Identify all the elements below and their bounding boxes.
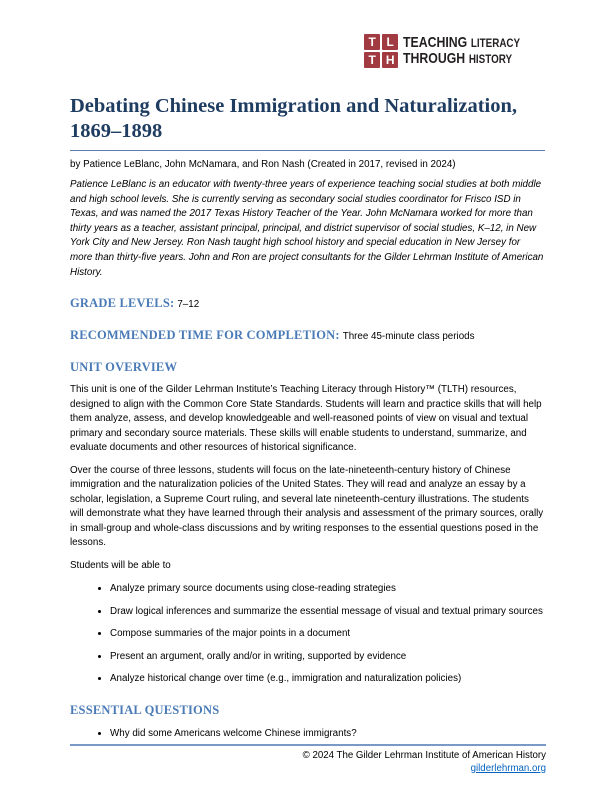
logo-word-history: HISTORY [469,52,513,66]
recommended-time-row [70,328,545,344]
list-item: • Compose summaries of the major points in a document [110,627,545,642]
tlth-logo-wordmark [403,35,520,67]
page-footer [70,744,546,775]
page-title: Debating Chinese Immigration and Naturalization, 1869–1898 [70,94,545,151]
logo-line-1 [403,35,520,51]
list-item: • Analyze historical change over time (e.g., immigration and naturalization policies) [110,672,545,687]
essential-questions-heading: ESSENTIAL QUESTIONS [70,702,220,717]
unit-overview-paragraph-2: Over the course of three lessons, students will focus on the late-nineteenth-century history of Chinese immigration and the naturalization policies of the United States. They will read and analyze an essay by a scholar, legislation, a Supreme Court ruling, and several late nineteenth-century illustrations. The students will demonstrate what they have learned through their analysis and assessment of the primary sources, orally in small-group and whole-class discussions and by writing responses to the essential questions posed in the lessons. [70,464,544,549]
author-bio: Patience LeBlanc is an educator with twenty-three years of experience teaching social studies at both middle and high school levels. She is currently serving as secondary social studies coordinator for Frisco ISD in Texas, and was named the 2017 Texas History Teacher of the Year. John McNamara worked for more than thirty years as a teacher, assistant principal, principal, and district supervisor of social studies, K–12, in New York City and New Jersey. Ron Nash taught high school history and special education in New Jersey for more than thirty-five years. John and Ron are project consultants for the Gilder Lehrman Institute of American History. [70,179,544,278]
logo-line-2 [403,51,520,67]
logo-letter-tile: H [382,52,398,68]
student-objectives-list [70,582,545,687]
tlth-logo-mark-icon [364,34,398,68]
byline: by Patience LeBlanc, John McNamara, and Ron Nash (Created in 2017, revised in 2024) [70,159,456,170]
list-item: • Present an argument, orally and/or in writing, supported by evidence [110,650,545,665]
footer-link[interactable]: gilderlehrman.org [470,763,546,774]
logo-letter-tile: L [382,34,398,50]
logo-word-literacy: LITERACY [471,36,521,50]
document-content [0,94,612,741]
logo-word-teaching: TEACHING [403,34,468,51]
list-item: • Why did some Americans welcome Chinese immigrants? [110,727,545,742]
footer-copyright: © 2024 The Gilder Lehrman Institute of American History [302,750,546,761]
list-item: • Analyze primary source documents using close-reading strategies [110,582,545,597]
essential-questions-list [70,727,545,742]
logo-letter-tile: T [364,34,380,50]
grade-levels-value: 7–12 [177,299,200,311]
footer-link-row [70,762,546,775]
logo-word-through: THROUGH [403,50,466,67]
unit-overview-heading: UNIT OVERVIEW [70,360,178,375]
list-item: • Draw logical inferences and summarize the essential message of visual and textual primary sources [110,605,545,620]
recommended-time-value: Three 45-minute class periods [342,331,475,343]
grade-levels-label: GRADE LEVELS: [70,296,175,311]
students-lead-in: Students will be able to [70,559,171,571]
unit-overview-paragraph-1: This unit is one of the Gilder Lehrman Institute’s Teaching Literacy through History™ (TLTH) resources, designed to align with the Common Core State Standards. Students will learn and practice skills that will help them analyze, assess, and develop knowledgeable and well-reasoned points of view on visual and textual primary and secondary source materials. These skills will enable students to understand, summarize, and evaluate documents and other resources of historical significance. [70,384,542,454]
recommended-time-label: RECOMMENDED TIME FOR COMPLETION: [70,328,340,343]
grade-levels-row [70,296,545,312]
logo-letter-tile: T [364,52,380,68]
tlth-logo [364,34,546,68]
